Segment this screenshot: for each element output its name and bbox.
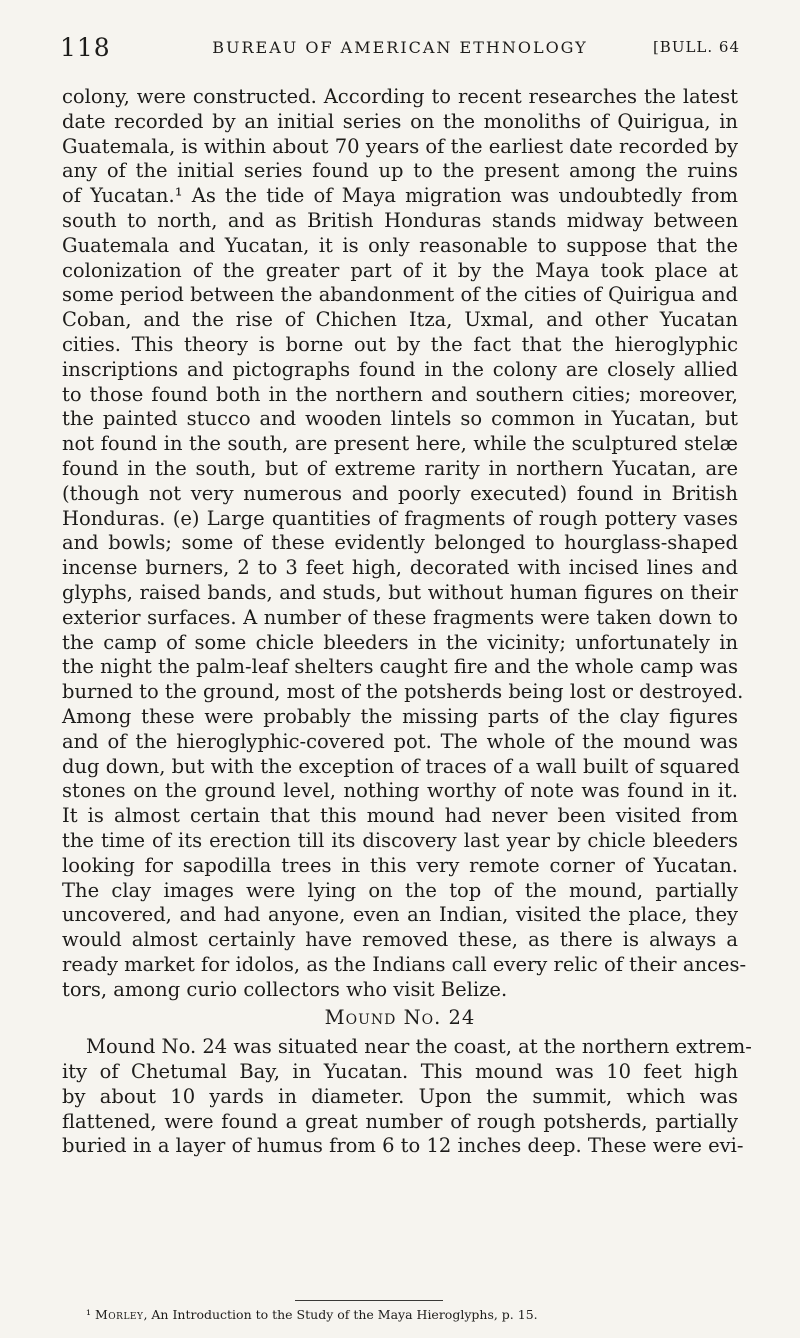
text-line: Coban, and the rise of Chichen Itza, Uxmal, and other Yucatan: [62, 308, 738, 332]
text-line: any of the initial series found up to the present among the ruins: [62, 159, 738, 183]
footnote-author: Morley: [95, 1307, 144, 1322]
text-line: Guatemala, is within about 70 years of the earliest date recorded by: [62, 134, 738, 158]
text-line: Guatemala and Yucatan, it is only reasonable to suppose that the: [62, 233, 738, 257]
text-line: Honduras. (e) Large quantities of fragments of rough pottery vases: [62, 506, 738, 530]
text-line: some period between the abandonment of the cities of Quirigua and: [62, 283, 738, 307]
text-line: glyphs, raised bands, and studs, but without human figures on their: [62, 580, 738, 604]
text-line: by about 10 yards in diameter. Upon the summit, which was: [62, 1084, 738, 1108]
footnote-marker: ¹: [86, 1307, 92, 1322]
series-tag: [BULL. 64: [652, 38, 740, 56]
footnote: [86, 1307, 740, 1322]
text-line: stones on the ground level, nothing worthy of note was found in it.: [62, 779, 738, 803]
text-line: cities. This theory is borne out by the fact that the hieroglyphic: [62, 332, 738, 356]
text-line: not found in the south, are present here, while the sculptured stelæ: [62, 432, 738, 456]
text-line: and of the hieroglyphic-covered pot. The whole of the mound was: [62, 729, 738, 753]
text-line: It is almost certain that this mound had never been visited from: [62, 804, 738, 828]
page-number: 118: [60, 33, 111, 62]
text-line: the camp of some chicle bleeders in the vicinity; unfortunately in: [62, 630, 738, 654]
text-line: inscriptions and pictographs found in the colony are closely allied: [62, 357, 738, 381]
text-line: uncovered, and had anyone, even an Indian, visited the place, they: [62, 903, 738, 927]
text-line: colonization of the greater part of it by the Maya took place at: [62, 258, 738, 282]
text-line: The clay images were lying on the top of the mound, partially: [62, 878, 738, 902]
text-line: ready market for idolos, as the Indians call every relic of their ances-: [62, 952, 747, 976]
text-line: and bowls; some of these evidently belonged to hourglass-shaped: [62, 531, 738, 555]
text-line: Among these were probably the missing parts of the clay figures: [62, 704, 738, 728]
paragraph-mound-24: [62, 1035, 752, 1159]
text-line: ity of Chetumal Bay, in Yucatan. This mound was 10 feet high: [62, 1060, 738, 1084]
text-line: date recorded by an initial series on the monoliths of Quirigua, in: [62, 109, 738, 133]
text-line: would almost certainly have removed these, as there is always a: [62, 928, 738, 952]
running-head: BUREAU OF AMERICAN ETHNOLOGY: [212, 38, 588, 57]
text-line: (though not very numerous and poorly executed) found in British: [62, 481, 738, 505]
footnote-rule: [295, 1300, 443, 1301]
text-line: burned to the ground, most of the potsherds being lost or destroyed.: [62, 680, 744, 704]
paragraph-main: [62, 85, 747, 1002]
text-line: flattened, were found a great number of rough potsherds, partially: [62, 1109, 738, 1133]
text-line: the time of its erection till its discovery last year by chicle bleeders: [62, 828, 738, 852]
text-line: of Yucatan.¹ As the tide of Maya migration was undoubtedly from: [62, 184, 738, 208]
text-line: south to north, and as British Honduras stands midway between: [62, 208, 738, 232]
text-line: the painted stucco and wooden lintels so common in Yucatan, but: [62, 407, 738, 431]
text-line: looking for sapodilla trees in this very remote corner of Yucatan.: [62, 853, 738, 877]
text-line: buried in a layer of humus from 6 to 12 inches deep. These were evi-: [62, 1134, 744, 1158]
text-line: exterior surfaces. A number of these fragments were taken down to: [62, 605, 738, 629]
text-line: incense burners, 2 to 3 feet high, decorated with incised lines and: [62, 556, 738, 580]
section-heading: Mound No. 24: [324, 1006, 476, 1030]
text-line: the night the palm-leaf shelters caught fire and the whole camp was: [62, 655, 738, 679]
text-line: colony, were constructed. According to recent researches the latest: [62, 85, 738, 108]
footnote-citation: , An Introduction to the Study of the Maya Hieroglyphs, p. 15.: [143, 1307, 538, 1322]
text-line: found in the south, but of extreme rarity in northern Yucatan, are: [62, 456, 738, 480]
text-line: dug down, but with the exception of traces of a wall built of squared: [62, 754, 740, 778]
body-text: [62, 85, 752, 1159]
page-header: [60, 33, 740, 63]
text-line: Mound No. 24 was situated near the coast, at the northern extrem-: [86, 1035, 752, 1059]
text-line: tors, among curio collectors who visit Belize.: [62, 977, 508, 1001]
text-line: to those found both in the northern and southern cities; moreover,: [62, 382, 738, 406]
